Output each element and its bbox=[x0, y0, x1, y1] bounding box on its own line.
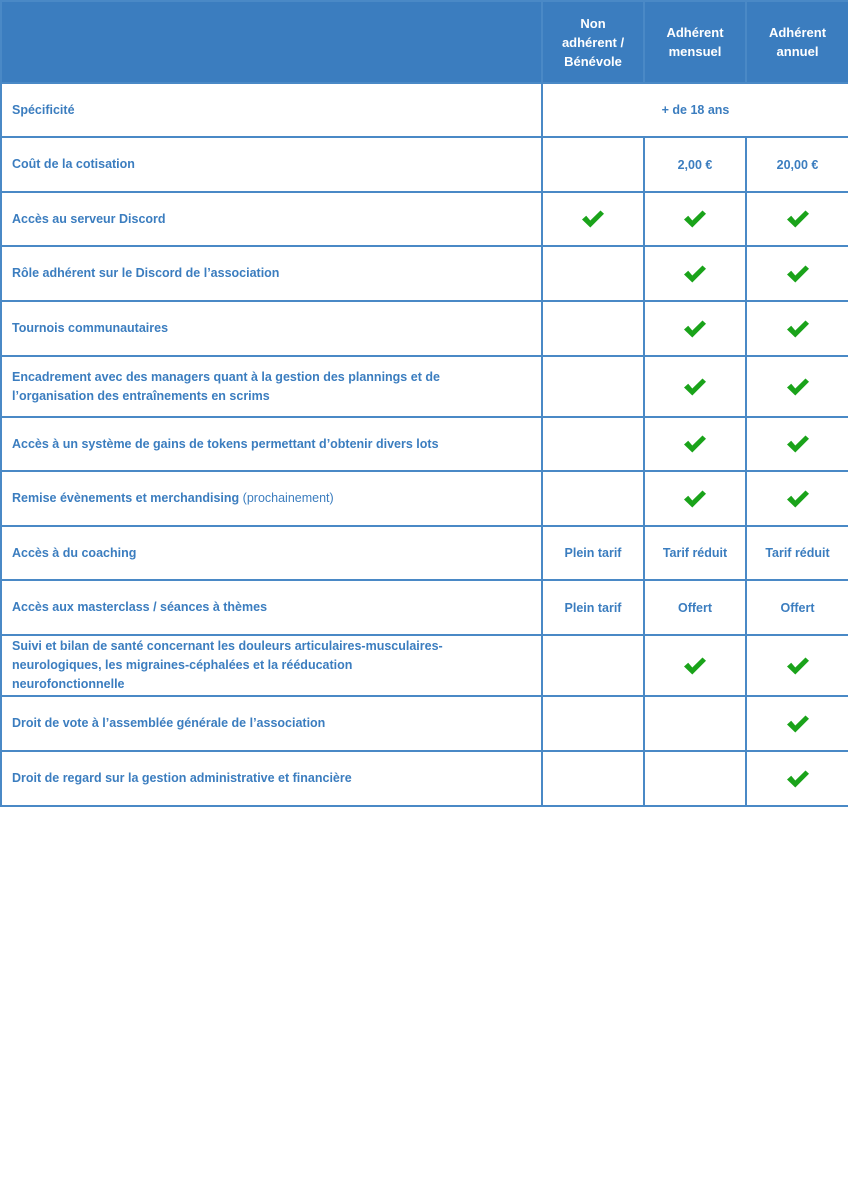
checkmark-icon bbox=[786, 491, 810, 505]
checkmark-icon bbox=[786, 321, 810, 335]
value-text: Offert bbox=[677, 600, 713, 615]
feature-label: Accès au serveur Discord bbox=[12, 211, 166, 226]
value-cell bbox=[746, 580, 848, 635]
check-cell bbox=[644, 192, 746, 246]
check-cell bbox=[644, 417, 746, 471]
value-cell bbox=[542, 580, 644, 635]
checkmark-icon bbox=[786, 658, 810, 672]
feature-label-cell bbox=[1, 356, 542, 417]
header-monthly-member: Adhérent mensuel bbox=[644, 1, 746, 83]
empty-cell bbox=[542, 137, 644, 192]
table-row bbox=[1, 580, 848, 635]
table-row bbox=[1, 246, 848, 301]
empty-cell bbox=[542, 356, 644, 417]
table-row bbox=[1, 83, 848, 137]
empty-cell bbox=[542, 471, 644, 526]
value-text: 2,00 € bbox=[677, 157, 713, 172]
value-cell bbox=[746, 526, 848, 580]
empty-cell bbox=[644, 751, 746, 806]
checkmark-icon bbox=[683, 658, 707, 672]
feature-label: Accès aux masterclass / séances à thèmes bbox=[12, 600, 268, 614]
check-cell bbox=[746, 356, 848, 417]
feature-label: Coût de la cotisation bbox=[12, 157, 135, 171]
feature-label-cell bbox=[1, 751, 542, 806]
checkmark-icon bbox=[683, 321, 707, 335]
empty-cell bbox=[542, 696, 644, 751]
table-row bbox=[1, 137, 848, 192]
feature-label-cell bbox=[1, 635, 542, 696]
value-cell bbox=[644, 526, 746, 580]
checkmark-icon bbox=[786, 716, 810, 730]
feature-label-cell bbox=[1, 83, 542, 137]
feature-label: Tournois communautaires bbox=[12, 321, 169, 335]
feature-label-cell bbox=[1, 246, 542, 301]
checkmark-icon bbox=[786, 771, 810, 785]
value-text: Plein tarif bbox=[564, 600, 622, 615]
empty-cell bbox=[644, 696, 746, 751]
check-cell bbox=[746, 696, 848, 751]
feature-label: Rôle adhérent sur le Discord de l’association bbox=[12, 266, 280, 280]
checkmark-icon bbox=[683, 436, 707, 450]
feature-label-cell bbox=[1, 471, 542, 526]
header-annual-member: Adhérent annuel bbox=[746, 1, 848, 83]
value-text: Offert bbox=[780, 600, 815, 615]
feature-label-cell bbox=[1, 301, 542, 356]
table-row bbox=[1, 751, 848, 806]
value-cell bbox=[542, 526, 644, 580]
value-cell bbox=[644, 137, 746, 192]
header-row bbox=[1, 1, 848, 83]
table-row bbox=[1, 526, 848, 580]
value-text: Plein tarif bbox=[564, 546, 622, 560]
feature-label: Droit de regard sur la gestion administrative et financière bbox=[12, 771, 352, 785]
checkmark-icon bbox=[683, 211, 707, 225]
table-row bbox=[1, 471, 848, 526]
table-row bbox=[1, 417, 848, 471]
check-cell bbox=[746, 192, 848, 246]
feature-label-cell bbox=[1, 417, 542, 471]
value-cell bbox=[644, 580, 746, 635]
value-text: Tarif réduit bbox=[662, 546, 728, 560]
header-feature-cell bbox=[1, 1, 542, 83]
check-cell bbox=[746, 471, 848, 526]
value-text: 20,00 € bbox=[776, 157, 819, 172]
feature-label-cell bbox=[1, 137, 542, 192]
checkmark-icon bbox=[683, 491, 707, 505]
check-cell bbox=[746, 635, 848, 696]
feature-label: Spécificité bbox=[12, 102, 75, 117]
checkmark-icon bbox=[786, 436, 810, 450]
empty-cell bbox=[542, 751, 644, 806]
feature-label: Accès à du coaching bbox=[12, 545, 137, 560]
checkmark-icon bbox=[581, 211, 605, 225]
feature-label-cell bbox=[1, 696, 542, 751]
value-text: Tarif réduit bbox=[765, 546, 830, 560]
checkmark-icon bbox=[683, 266, 707, 280]
empty-cell bbox=[542, 635, 644, 696]
empty-cell bbox=[542, 417, 644, 471]
feature-label: Droit de vote à l’assemblée générale de l’association bbox=[12, 716, 326, 730]
check-cell bbox=[644, 356, 746, 417]
check-cell bbox=[542, 192, 644, 246]
table-body bbox=[1, 83, 848, 806]
merged-value-cell: + de 18 ans bbox=[542, 83, 848, 137]
feature-label: Remise évènements et merchandising bbox=[12, 491, 240, 505]
checkmark-icon bbox=[683, 379, 707, 393]
header-non-member: Non adhérent / Bénévole bbox=[542, 1, 644, 83]
check-cell bbox=[644, 301, 746, 356]
table-row bbox=[1, 356, 848, 417]
feature-label-cell bbox=[1, 192, 542, 246]
check-cell bbox=[644, 246, 746, 301]
check-cell bbox=[746, 246, 848, 301]
feature-label: Suivi et bilan de santé concernant les douleurs articulaires-musculaires-neurologiques, les migraines-céphalées et la rééducation neurofonctionnelle bbox=[12, 639, 443, 691]
table-row bbox=[1, 301, 848, 356]
check-cell bbox=[746, 301, 848, 356]
table-row bbox=[1, 696, 848, 751]
check-cell bbox=[644, 635, 746, 696]
feature-label: Accès à un système de gains de tokens permettant d’obtenir divers lots bbox=[12, 436, 439, 451]
value-cell bbox=[746, 137, 848, 192]
checkmark-icon bbox=[786, 379, 810, 393]
check-cell bbox=[746, 417, 848, 471]
feature-label-cell bbox=[1, 580, 542, 635]
check-cell bbox=[746, 751, 848, 806]
checkmark-icon bbox=[786, 211, 810, 225]
check-cell bbox=[644, 471, 746, 526]
empty-cell bbox=[542, 301, 644, 356]
empty-cell bbox=[542, 246, 644, 301]
table-row bbox=[1, 635, 848, 696]
feature-note: (prochainement) bbox=[239, 491, 334, 505]
checkmark-icon bbox=[786, 266, 810, 280]
feature-label: Encadrement avec des managers quant à la gestion des plannings et de l’organisation des entraînements en scrims bbox=[12, 369, 440, 403]
feature-label-cell bbox=[1, 526, 542, 580]
table-row bbox=[1, 192, 848, 246]
